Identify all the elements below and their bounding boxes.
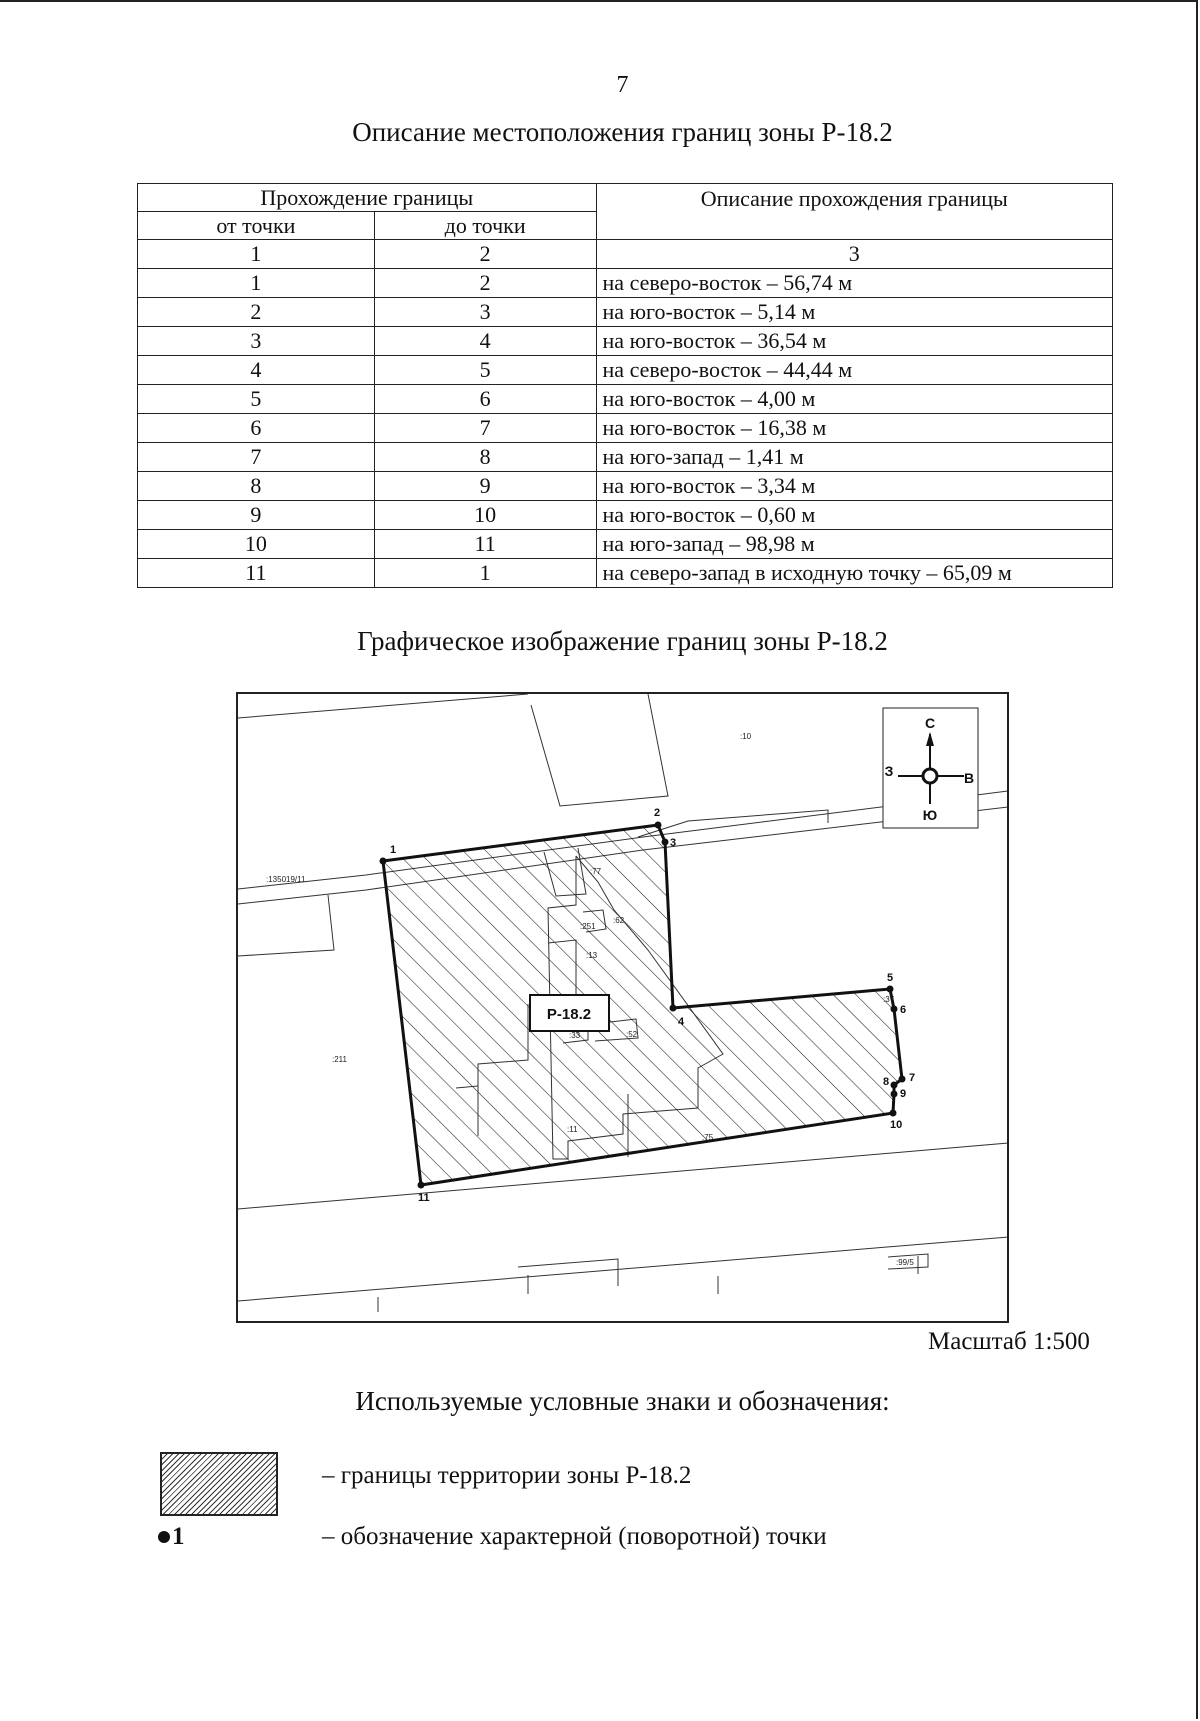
column-index: 2 (374, 240, 596, 269)
description-cell: на северо-запад в исходную точку – 65,09 м (596, 559, 1112, 588)
table-row (138, 559, 1113, 588)
parcel-label: :99/5 (896, 1258, 914, 1267)
parcel-label: :52 (626, 1030, 638, 1039)
header-boundary-passage: Прохождение границы (138, 184, 597, 212)
boundary-point (890, 1110, 897, 1117)
boundary-point (418, 1182, 425, 1189)
map-title: Графическое изображение границ зоны Р-18.2 (357, 626, 888, 656)
description-cell: на юго-восток – 5,14 м (596, 298, 1112, 327)
from-point-cell: 5 (138, 385, 375, 414)
boundary-point (655, 822, 662, 829)
map-drawing (238, 694, 1007, 1321)
boundary-point (891, 1091, 898, 1098)
boundary-point (891, 1082, 898, 1089)
legend-zone-boundary: – границы территории зоны Р-18.2 (322, 1462, 692, 1489)
boundary-point (670, 1005, 677, 1012)
point-label: 7 (909, 1072, 916, 1084)
description-cell: на юго-запад – 98,98 м (596, 530, 1112, 559)
boundary-point (891, 1006, 898, 1013)
to-point-cell: 9 (374, 472, 596, 501)
table-row (138, 472, 1113, 501)
boundary-point (899, 1076, 906, 1083)
to-point-cell: 6 (374, 385, 596, 414)
parcel-label: :10 (740, 732, 752, 741)
description-cell: на юго-запад – 1,41 м (596, 443, 1112, 472)
to-point-cell: 7 (374, 414, 596, 443)
compass-icon (883, 708, 978, 828)
parcel-label: :62 (613, 916, 625, 925)
zone-hatch-swatch (160, 1452, 278, 1516)
parcel-label: :77 (590, 867, 602, 876)
column-index: 1 (138, 240, 375, 269)
compass-south: Ю (922, 807, 938, 823)
table-row (138, 327, 1113, 356)
from-point-cell: 11 (138, 559, 375, 588)
point-label: 1 (390, 844, 397, 856)
from-point-cell: 2 (138, 298, 375, 327)
parcel-label: :11 (567, 1125, 578, 1134)
header-from-point: от точки (138, 212, 375, 240)
header-to-point: до точки (374, 212, 596, 240)
map-scale: Масштаб 1:500 (928, 1328, 1090, 1355)
boundary-point (662, 839, 669, 846)
point-symbol-number: 1 (172, 1523, 185, 1550)
point-label: 8 (883, 1076, 890, 1088)
to-point-cell: 4 (374, 327, 596, 356)
table-row (138, 443, 1113, 472)
from-point-cell: 8 (138, 472, 375, 501)
to-point-cell: 11 (374, 530, 596, 559)
parcel-label: :251 (580, 922, 596, 931)
from-point-cell: 6 (138, 414, 375, 443)
description-cell: на юго-восток – 0,60 м (596, 501, 1112, 530)
table-row (138, 414, 1113, 443)
parcel-label: :13 (586, 951, 598, 960)
point-label: 10 (890, 1119, 903, 1131)
table-row (138, 385, 1113, 414)
point-label: 2 (654, 807, 661, 819)
table-row (138, 356, 1113, 385)
point-dot-icon (158, 1531, 170, 1543)
point-label: 11 (418, 1192, 430, 1204)
description-cell: на юго-восток – 4,00 м (596, 385, 1112, 414)
to-point-cell: 3 (374, 298, 596, 327)
parcel-label: :37 (883, 995, 895, 1004)
description-cell: на юго-восток – 3,34 м (596, 472, 1112, 501)
to-point-cell: 2 (374, 269, 596, 298)
table-row (138, 501, 1113, 530)
from-point-cell: 9 (138, 501, 375, 530)
parcel-label: :211 (332, 1055, 347, 1064)
parcel-label: :33 (569, 1031, 581, 1040)
boundary-point (887, 986, 894, 993)
boundary-point (380, 858, 387, 865)
zone-label: Р-18.2 (546, 1006, 592, 1023)
boundary-description-table (137, 183, 1113, 588)
from-point-cell: 3 (138, 327, 375, 356)
point-label: 3 (670, 837, 677, 849)
table-title: Описание местоположения границ зоны Р-18.2 (352, 117, 893, 147)
point-symbol (158, 1523, 185, 1551)
compass-north: С (924, 715, 936, 731)
legend-title: Используемые условные знаки и обозначения: (355, 1386, 890, 1416)
to-point-cell: 8 (374, 443, 596, 472)
to-point-cell: 10 (374, 501, 596, 530)
page-number: 7 (616, 72, 629, 98)
description-cell: на северо-восток – 56,74 м (596, 269, 1112, 298)
to-point-cell: 1 (374, 559, 596, 588)
legend-point-description: – обозначение характерной (поворотной) точки (322, 1523, 827, 1550)
from-point-cell: 7 (138, 443, 375, 472)
description-cell: на юго-восток – 36,54 м (596, 327, 1112, 356)
table-row (138, 298, 1113, 327)
from-point-cell: 10 (138, 530, 375, 559)
parcel-label: :75 (702, 1133, 714, 1142)
compass-east: В (963, 770, 975, 786)
table-row (138, 530, 1113, 559)
header-description: Описание прохождения границы (596, 184, 1112, 240)
point-label: 4 (678, 1016, 685, 1028)
column-index: 3 (596, 240, 1112, 269)
from-point-cell: 4 (138, 356, 375, 385)
description-cell: на северо-восток – 44,44 м (596, 356, 1112, 385)
point-label: 6 (900, 1004, 907, 1016)
point-label: 9 (900, 1088, 907, 1100)
table-row (138, 269, 1113, 298)
zone-boundary (383, 825, 902, 1185)
compass-west: З (884, 763, 894, 779)
description-cell: на юго-восток – 16,38 м (596, 414, 1112, 443)
point-label: 5 (887, 972, 894, 984)
parcel-label: :135019/11 (266, 875, 306, 884)
boundary-map (236, 692, 1009, 1323)
from-point-cell: 1 (138, 269, 375, 298)
to-point-cell: 5 (374, 356, 596, 385)
